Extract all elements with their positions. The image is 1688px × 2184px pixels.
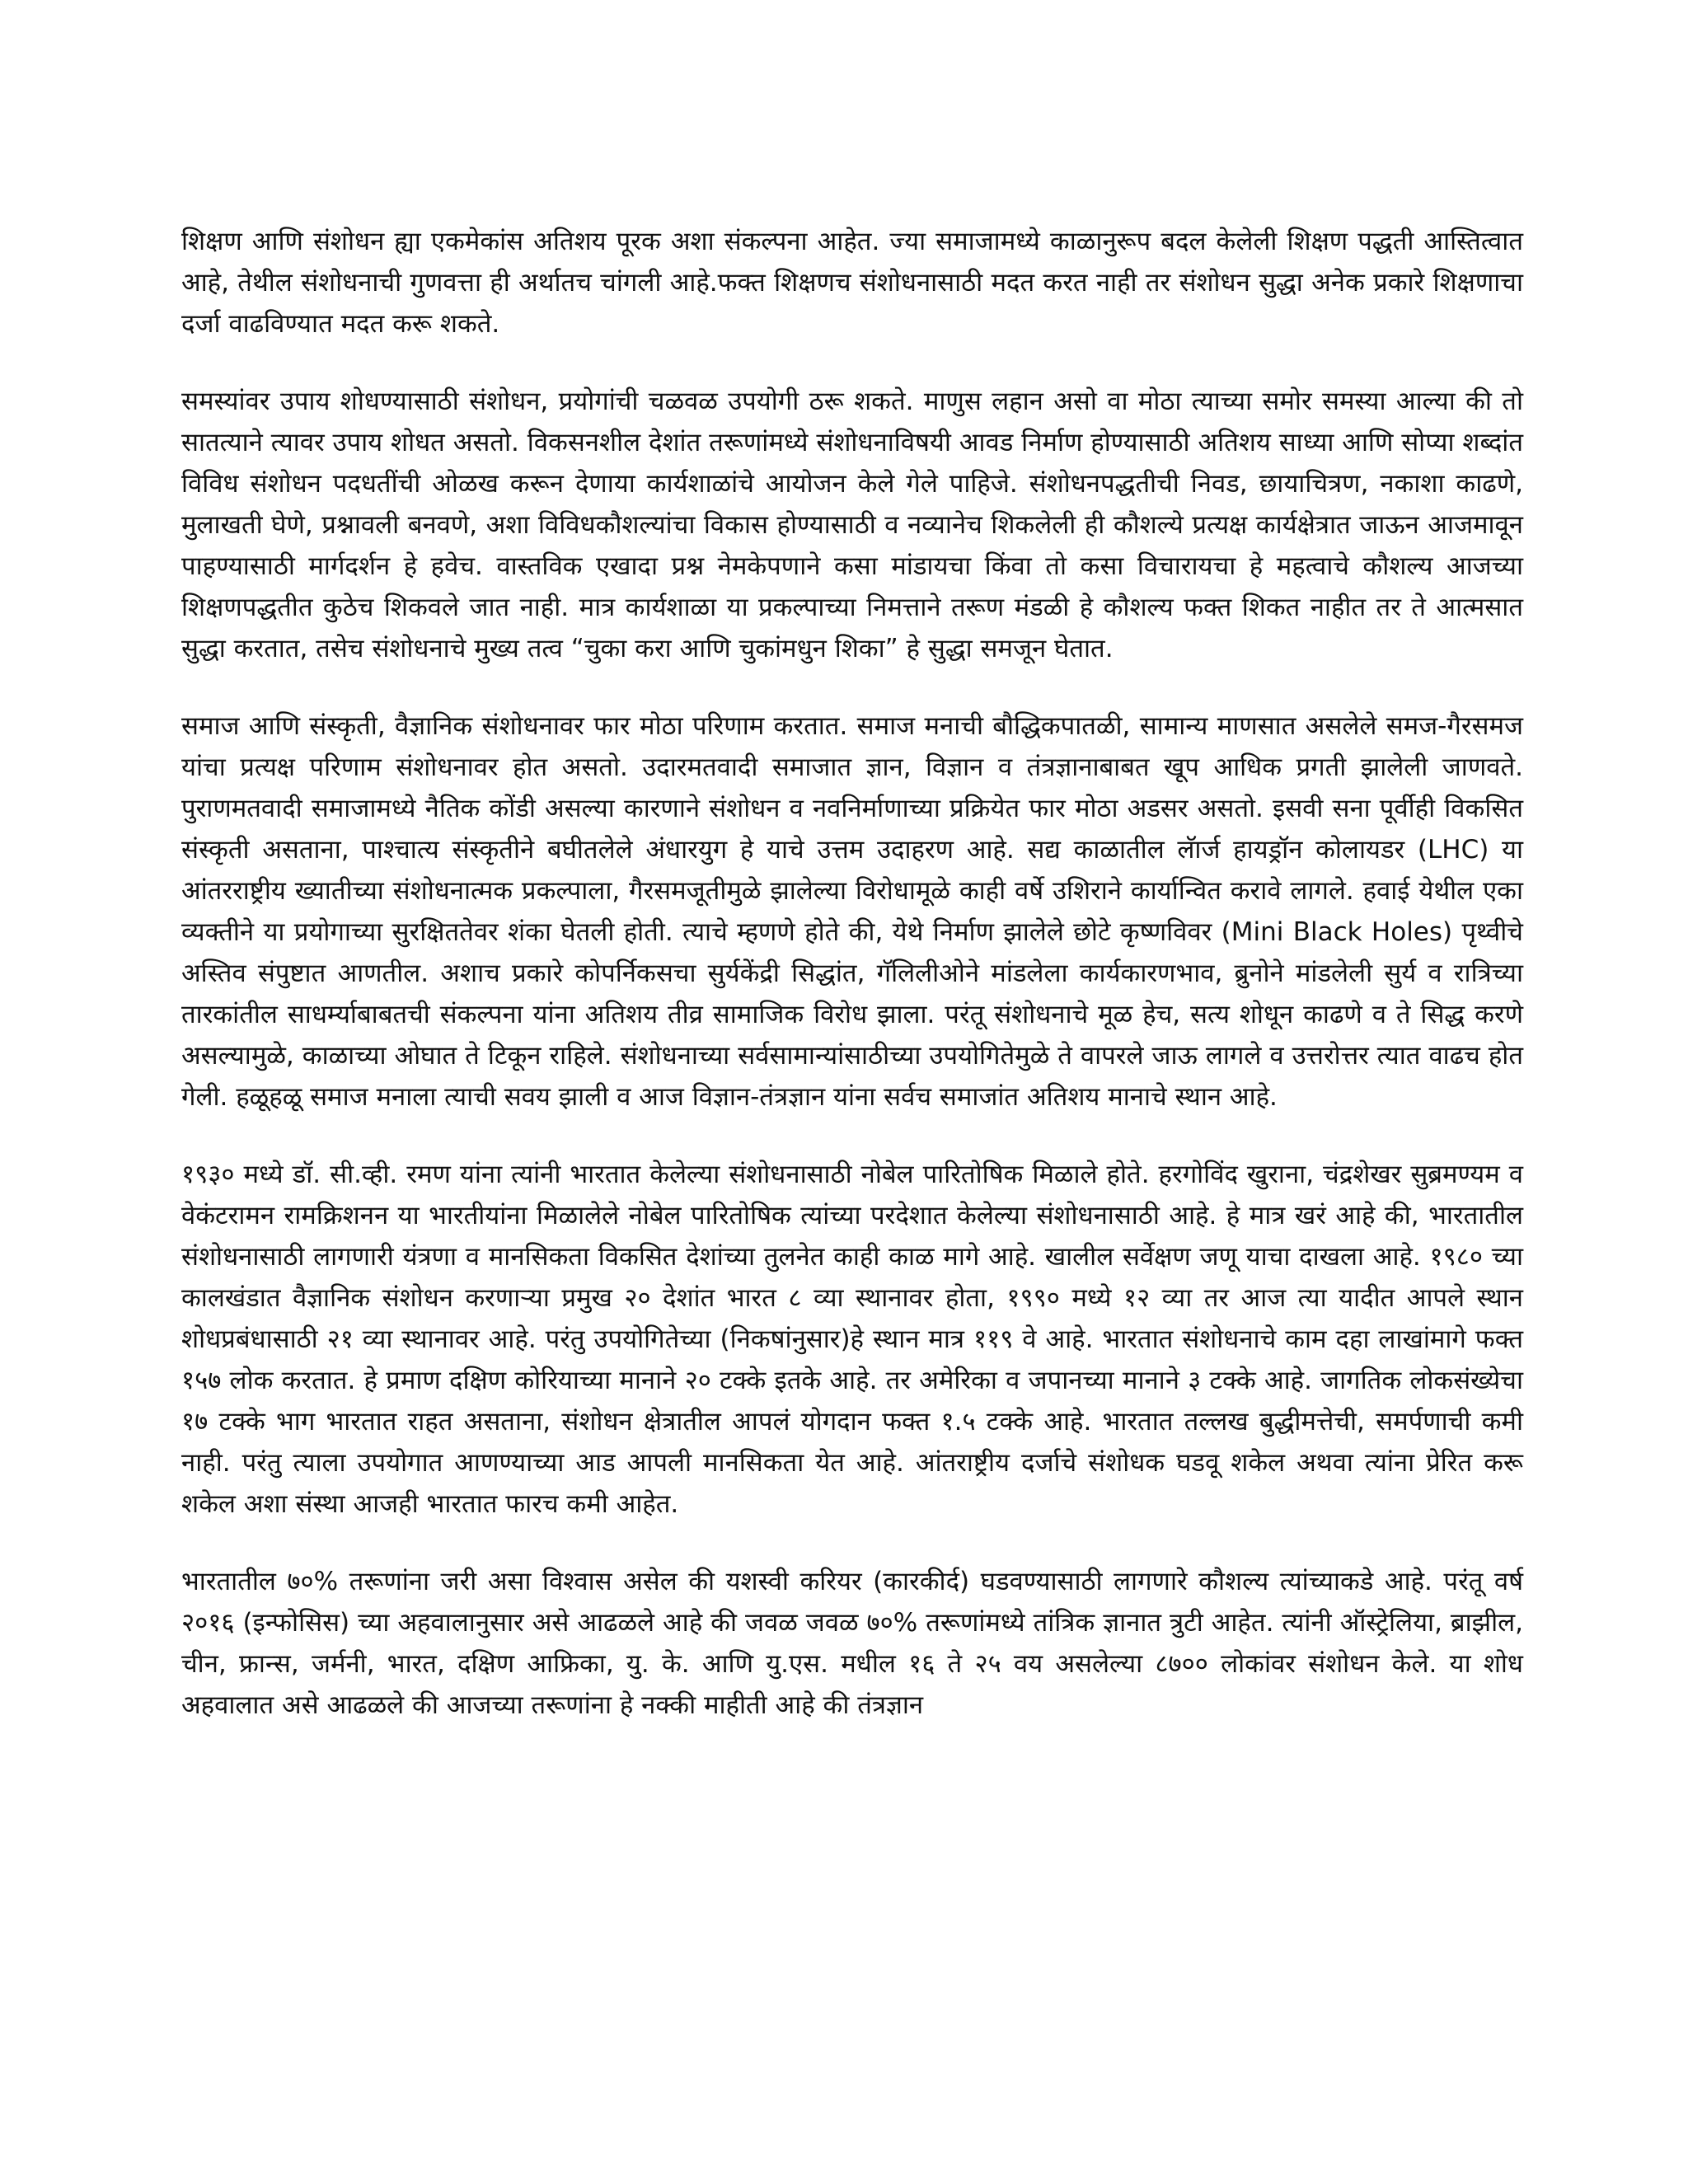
- paragraph-youth-skills-survey: भारतातील ७०% तरूणांना जरी असा विश्वास असेल की यशस्वी करियर (कारकीर्द) घडवण्यासाठी लागणारे कौशल्य त्यांच्याकडे आहे. परंतू वर्ष २०१६ (इन्फोसिस) च्या अहवालानुसार असे आढळले आहे की जवळ जवळ ७०% तरूणांमध्ये तांत्रिक ज्ञानात त्रुटी आहेत. त्यांनी ऑस्ट्रेलिया, ब्राझील, चीन, फ्रान्स, जर्मनी, भारत, दक्षिण आफ्रिका, यु. के. आणि यु.एस. मधील १६ ते २५ वय असलेल्या ८७०० लोकांवर संशोधन केले. या शोध अहवालात असे आढळले की आजच्या तरूणांना हे नक्की माहीती आहे की तंत्रज्ञान: [181, 1567, 1523, 1720]
- paragraph-education-research: शिक्षण आणि संशोधन ह्या एकमेकांस अतिशय पूरक अशा संकल्पना आहेत. ज्या समाजामध्ये काळानुरूप बदल केलेली शिक्षण पद्धती आस्तित्वात आहे, तेथील संशोधनाची गुणवत्ता ही अर्थातच चांगली आहे.फक्त शिक्षणच संशोधनासाठी मदत करत नाही तर संशोधन सुद्धा अनेक प्रकारे शिक्षणाचा दर्जा वाढविण्यात मदत करू शकते.: [181, 227, 1523, 339]
- paragraph-research-workshops: समस्यांवर उपाय शोधण्यासाठी संशोधन, प्रयोगांची चळवळ उपयोगी ठरू शकते. माणुस लहान असो वा मोठा त्याच्या समोर समस्या आल्या की तो सातत्याने त्यावर उपाय शोधत असतो. विकसनशील देशांत तरूणांमध्ये संशोधनाविषयी आवड निर्माण होण्यासाठी अतिशय साध्या आणि सोप्या शब्दांत विविध संशोधन पदधतींची ओळख करून देणाया कार्यशाळांचे आयोजन केले गेले पाहिजे. संशोधनपद्धतीची निवड, छायाचित्रण, नकाशा काढणे, मुलाखती घेणे, प्रश्नावली बनवणे, अशा विविधकौशल्यांचा विकास होण्यासाठी व नव्यानेच शिकलेली ही कौशल्ये प्रत्यक्ष कार्यक्षेत्रात जाऊन आजमावून पाहण्यासाठी मार्गदर्शन हे हवेच. वास्तविक एखादा प्रश्न नेमकेपणाने कसा मांडायचा किंवा तो कसा विचारायचा हे महत्वाचे कौशल्य आजच्या शिक्षणपद्धतीत कुठेच शिकवले जात नाही. मात्र कार्यशाळा या प्रकल्पाच्या निमत्ताने तरूण मंडळी हे कौशल्य फक्त शिकत नाहीत तर ते आत्मसात सुद्धा करतात, तसेच संशोधनाचे मुख्य तत्व “चुका करा आणि चुकांमधुन शिका” हे सुद्धा समजून घेतात.: [181, 387, 1523, 663]
- paragraph-india-research-ranking: १९३० मध्ये डॉ. सी.व्ही. रमण यांना त्यांनी भारतात केलेल्या संशोधनासाठी नोबेल पारितोषिक मिळाले होते. हरगोविंद खुराना, चंद्रशेखर सुब्रमण्यम व वेकंटरामन रामक्रिशनन या भारतीयांना मिळालेले नोबेल पारितोषिक त्यांच्या परदेशात केलेल्या संशोधनासाठी आहे. हे मात्र खरं आहे की, भारतातील संशोधनासाठी लागणारी यंत्रणा व मानसिकता विकसित देशांच्या तुलनेत काही काळ मागे आहे. खालील सर्वेक्षण जणू याचा दाखला आहे. १९८० च्या कालखंडात वैज्ञानिक संशोधन करणाऱ्या प्रमुख २० देशांत भारत ८ व्या स्थानावर होता, १९९० मध्ये १२ व्या तर आज त्या यादीत आपले स्थान शोधप्रबंधासाठी २१ व्या स्थानावर आहे. परंतु उपयोगितेच्या (निकषांनुसार)हे स्थान मात्र ११९ वे आहे. भारतात संशोधनाचे काम दहा लाखांमागे फक्त १५७ लोक करतात. हे प्रमाण दक्षिण कोरियाच्या मानाने २० टक्के इतके आहे. तर अमेरिका व जपानच्या मानाने ३ टक्के आहे. जागतिक लोकसंख्येचा १७ टक्के भाग भारतात राहत असताना, संशोधन क्षेत्रातील आपलं योगदान फक्त १.५ टक्के आहे. भारतात तल्लख बुद्धीमत्तेची, समर्पणाची कमी नाही. परंतु त्याला उपयोगात आणण्याच्या आड आपली मानसिकता येत आहे. आंतराष्ट्रीय दर्जाचे संशोधक घडवू शकेल अथवा त्यांना प्रेरित करू शकेल अशा संस्था आजही भारतात फारच कमी आहेत.: [181, 1160, 1523, 1519]
- document-page: [181, 221, 1523, 2149]
- paragraph-society-culture: समाज आणि संस्कृती, वैज्ञानिक संशोधनावर फार मोठा परिणाम करतात. समाज मनाची बौद्धिकपातळी, सामान्य माणसात असलेले समज-गैरसमज यांचा प्रत्यक्ष परिणाम संशोधनावर होत असतो. उदारमतवादी समाजात ज्ञान, विज्ञान व तंत्रज्ञानाबाबत खूप आधिक प्रगती झालेली जाणवते. पुराणमतवादी समाजामध्ये नैतिक कोंडी असल्या कारणाने संशोधन व नवनिर्माणाच्या प्रक्रियेत फार मोठा अडसर असतो. इसवी सना पूर्वीही विकसित संस्कृती असताना, पाश्चात्य संस्कृतीने बघीतलेले अंधारयुग हे याचे उत्तम उदाहरण आहे. सद्य काळातील लॅार्ज हायड्रॉन कोलायडर (LHC) या आंतरराष्ट्रीय ख्यातीच्या संशोधनात्मक प्रकल्पाला, गैरसमजूतीमुळे झालेल्या विरोधामूळे काही वर्षे उशिराने कार्यान्वित करावे लागले. हवाई येथील एका व्यक्तीने या प्रयोगाच्या सुरक्षिततेवर शंका घेतली होती. त्याचे म्हणणे होते की, येथे निर्माण झालेले छोटे कृष्णविवर (Mini Black Holes) पृथ्वीचे अस्तिव संपुष्टात आणतील. अशाच प्रकारे कोपर्निकसचा सुर्यकेंद्री सिद्धांत, गॅलिलीओने मांडलेला कार्यकारणभाव, ब्रुनोने मांडलेली सुर्य व रात्रिच्या तारकांतील साधर्म्याबाबतची संकल्पना यांना अतिशय तीव्र सामाजिक विरोध झाला. परंतू संशोधनाचे मूळ हेच, सत्य शोधून काढणे व ते सिद्ध करणे असल्यामुळे, काळाच्या ओघात ते टिकून राहिले. संशोधनाच्या सर्वसामान्यांसाठीच्या उपयोगितेमुळे ते वापरले जाऊ लागले व उत्तरोत्तर त्यात वाढच होत गेली. हळूहळू समाज मनाला त्याची सवय झाली व आज विज्ञान-तंत्रज्ञान यांना सर्वच समाजांत अतिशय मानाचे स्थान आहे.: [181, 711, 1523, 1112]
